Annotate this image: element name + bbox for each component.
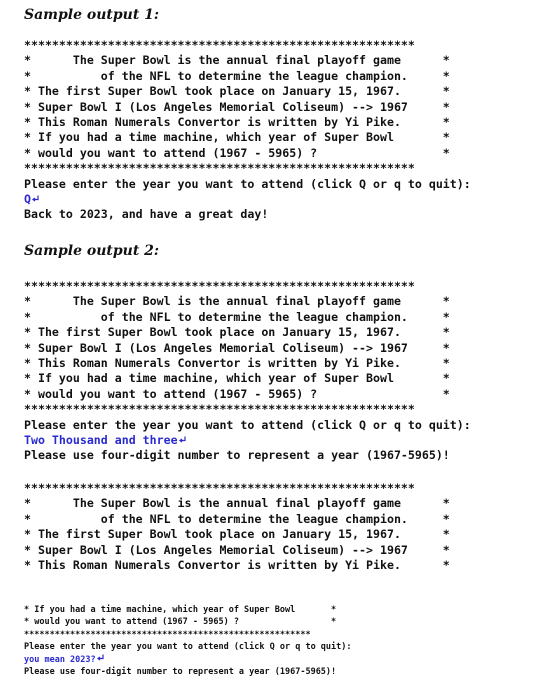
program-response: Please use four-digit number to represent a year (1967-5965)! <box>24 666 337 677</box>
year-prompt: Please enter the year you want to attend (click Q or q to quit): <box>24 642 352 653</box>
user-input-line <box>24 654 352 666</box>
return-arrow-icon <box>179 436 186 444</box>
sample-output-2-heading: Sample output 2: <box>24 243 160 259</box>
repeated-banner <box>24 481 450 573</box>
return-arrow-icon <box>97 654 104 662</box>
program-response: Please use four-digit number to represent a year (1967-5965)! <box>24 448 450 463</box>
program-response: Back to 2023, and have a great day! <box>24 207 269 222</box>
banner-border-bottom: ******************************************************** <box>24 629 311 640</box>
banner-line: * The Super Bowl is the annual final playoff game * <box>24 294 450 309</box>
banner-line: * Super Bowl I (Los Angeles Memorial Coliseum) --> 1967 * <box>24 99 450 114</box>
banner-line: * The Super Bowl is the annual final playoff game * <box>24 496 450 511</box>
sample-output-1-console <box>24 38 471 223</box>
year-prompt: Please enter the year you want to attend (click Q or q to quit): <box>24 176 471 191</box>
banner-line: * This Roman Numerals Convertor is written by Yi Pike. * <box>24 114 450 129</box>
banner-line: * If you had a time machine, which year of Super Bowl * <box>24 130 450 145</box>
banner-border-bottom: ******************************************************** <box>24 402 415 417</box>
continuation-console <box>24 604 352 678</box>
user-input-text: you mean 2023? <box>24 654 96 665</box>
banner-line: * of the NFL to determine the league champion. * <box>24 511 450 526</box>
banner-line: * The first Super Bowl took place on January 15, 1967. * <box>24 84 450 99</box>
user-input-line <box>24 433 471 448</box>
banner-line: * The first Super Bowl took place on January 15, 1967. * <box>24 325 450 340</box>
banner-border-top: ******************************************************** <box>24 279 415 293</box>
banner-line: * This Roman Numerals Convertor is written by Yi Pike. * <box>24 557 450 572</box>
banner-border-top: ******************************************************** <box>24 38 415 52</box>
user-input-line <box>24 192 471 207</box>
banner-line: * would you want to attend (1967 - 5965) ? * <box>24 386 450 401</box>
banner-line: * The Super Bowl is the annual final playoff game * <box>24 53 450 68</box>
user-input-text: Q <box>24 191 31 206</box>
banner-line: * Super Bowl I (Los Angeles Memorial Coliseum) --> 1967 * <box>24 542 450 557</box>
banner-line: * This Roman Numerals Convertor is written by Yi Pike. * <box>24 355 450 370</box>
banner-border-top: ******************************************************** <box>24 481 415 495</box>
return-arrow-icon <box>32 195 39 203</box>
sample-output-2-console <box>24 279 471 464</box>
banner-line: * If you had a time machine, which year of Super Bowl * <box>24 371 450 386</box>
year-prompt: Please enter the year you want to attend (click Q or q to quit): <box>24 417 471 432</box>
banner-line: * Super Bowl I (Los Angeles Memorial Coliseum) --> 1967 * <box>24 340 450 355</box>
banner-border-bottom: ******************************************************** <box>24 161 415 176</box>
banner-line: * If you had a time machine, which year of Super Bowl * <box>24 605 337 615</box>
banner-line: * of the NFL to determine the league champion. * <box>24 309 450 324</box>
banner-line: * would you want to attend (1967 - 5965) ? * <box>24 145 450 160</box>
sample-output-1-heading: Sample output 1: <box>24 7 160 23</box>
banner-line: * The first Super Bowl took place on January 15, 1967. * <box>24 527 450 542</box>
banner-line: * of the NFL to determine the league champion. * <box>24 68 450 83</box>
user-input-text: Two Thousand and three <box>24 432 178 447</box>
banner-line: * would you want to attend (1967 - 5965) ? * <box>24 617 337 628</box>
